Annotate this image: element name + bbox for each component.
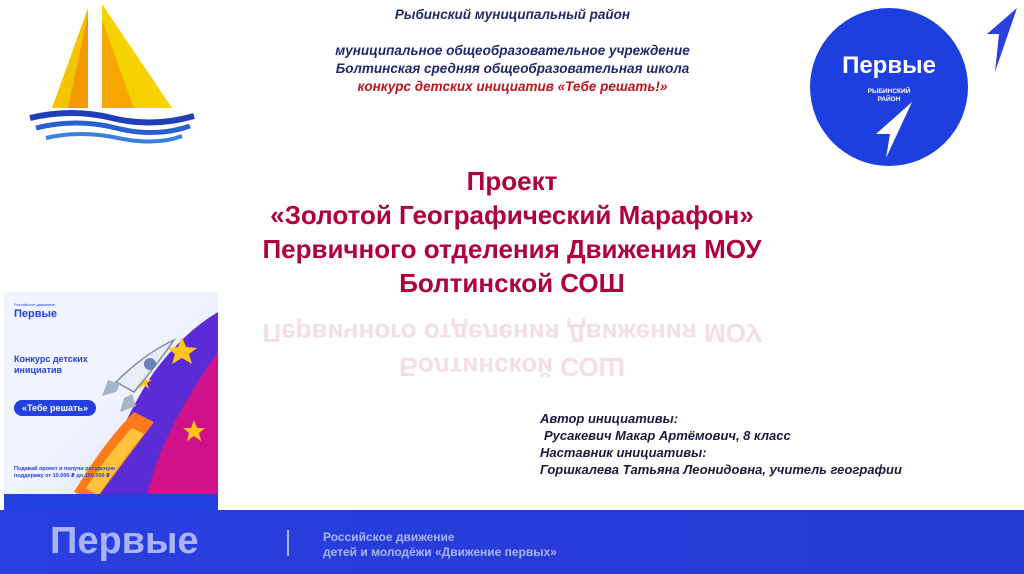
district-name: Рыбинский муниципальный район <box>394 7 631 22</box>
title-reflection: Болтинской СОШ Первичного отделения Движения МОУ <box>262 318 762 382</box>
poster-small-text: Подавай проект и получи ресурсную поддержку от 10.000 ₽ до 150.000 ₽ <box>14 466 116 479</box>
school-name: Болтинская средняя общеобразовательная школа <box>335 61 690 76</box>
author-name: Русакевич Макар Артёмович, 8 класс <box>544 428 791 443</box>
logo-subtitle: РЫБИНСКИЙ РАЙОН <box>867 88 911 103</box>
project-title <box>150 164 874 300</box>
poster-logo: Первые <box>14 308 58 320</box>
paper-plane-icon <box>868 100 916 160</box>
mentor-name: Горшкалева Татьяна Леонидовна, учитель географии <box>540 462 902 477</box>
bottom-brand-word: Первые <box>50 520 199 562</box>
poster-badge: «Тебе решать» <box>14 400 96 416</box>
arrow-icon <box>985 6 1019 76</box>
sailboat-logo <box>22 0 202 150</box>
bottom-brand-text: Российское движение детей и молодёжи «Движение первых» <box>323 530 557 559</box>
bottom-divider <box>287 530 289 556</box>
author-label: Автор инициативы: <box>540 411 679 426</box>
poster-mini-text: Российское движение <box>14 302 55 307</box>
title-line-1: Проект <box>466 166 558 196</box>
title-line-4: Болтинской СОШ <box>399 268 625 298</box>
author-block <box>540 410 902 478</box>
logo-word: Первые <box>842 52 936 79</box>
title-line-3: Первичного отделения Движения МОУ <box>262 234 762 264</box>
institution-type: муниципальное общеобразовательное учреждение <box>335 43 690 58</box>
pervye-district-logo <box>810 8 968 166</box>
title-line-2: «Золотой Географический Марафон» <box>270 200 754 230</box>
contest-name: конкурс детских инициатив «Тебе решать!» <box>357 79 668 94</box>
poster-contest-text: Конкурс детских инициатив <box>14 354 88 375</box>
school-header <box>240 6 785 96</box>
contest-poster <box>4 292 218 512</box>
bottom-brand-bar <box>0 510 1024 574</box>
rocket-icon <box>64 332 184 442</box>
mentor-label: Наставник инициативы: <box>540 445 707 460</box>
